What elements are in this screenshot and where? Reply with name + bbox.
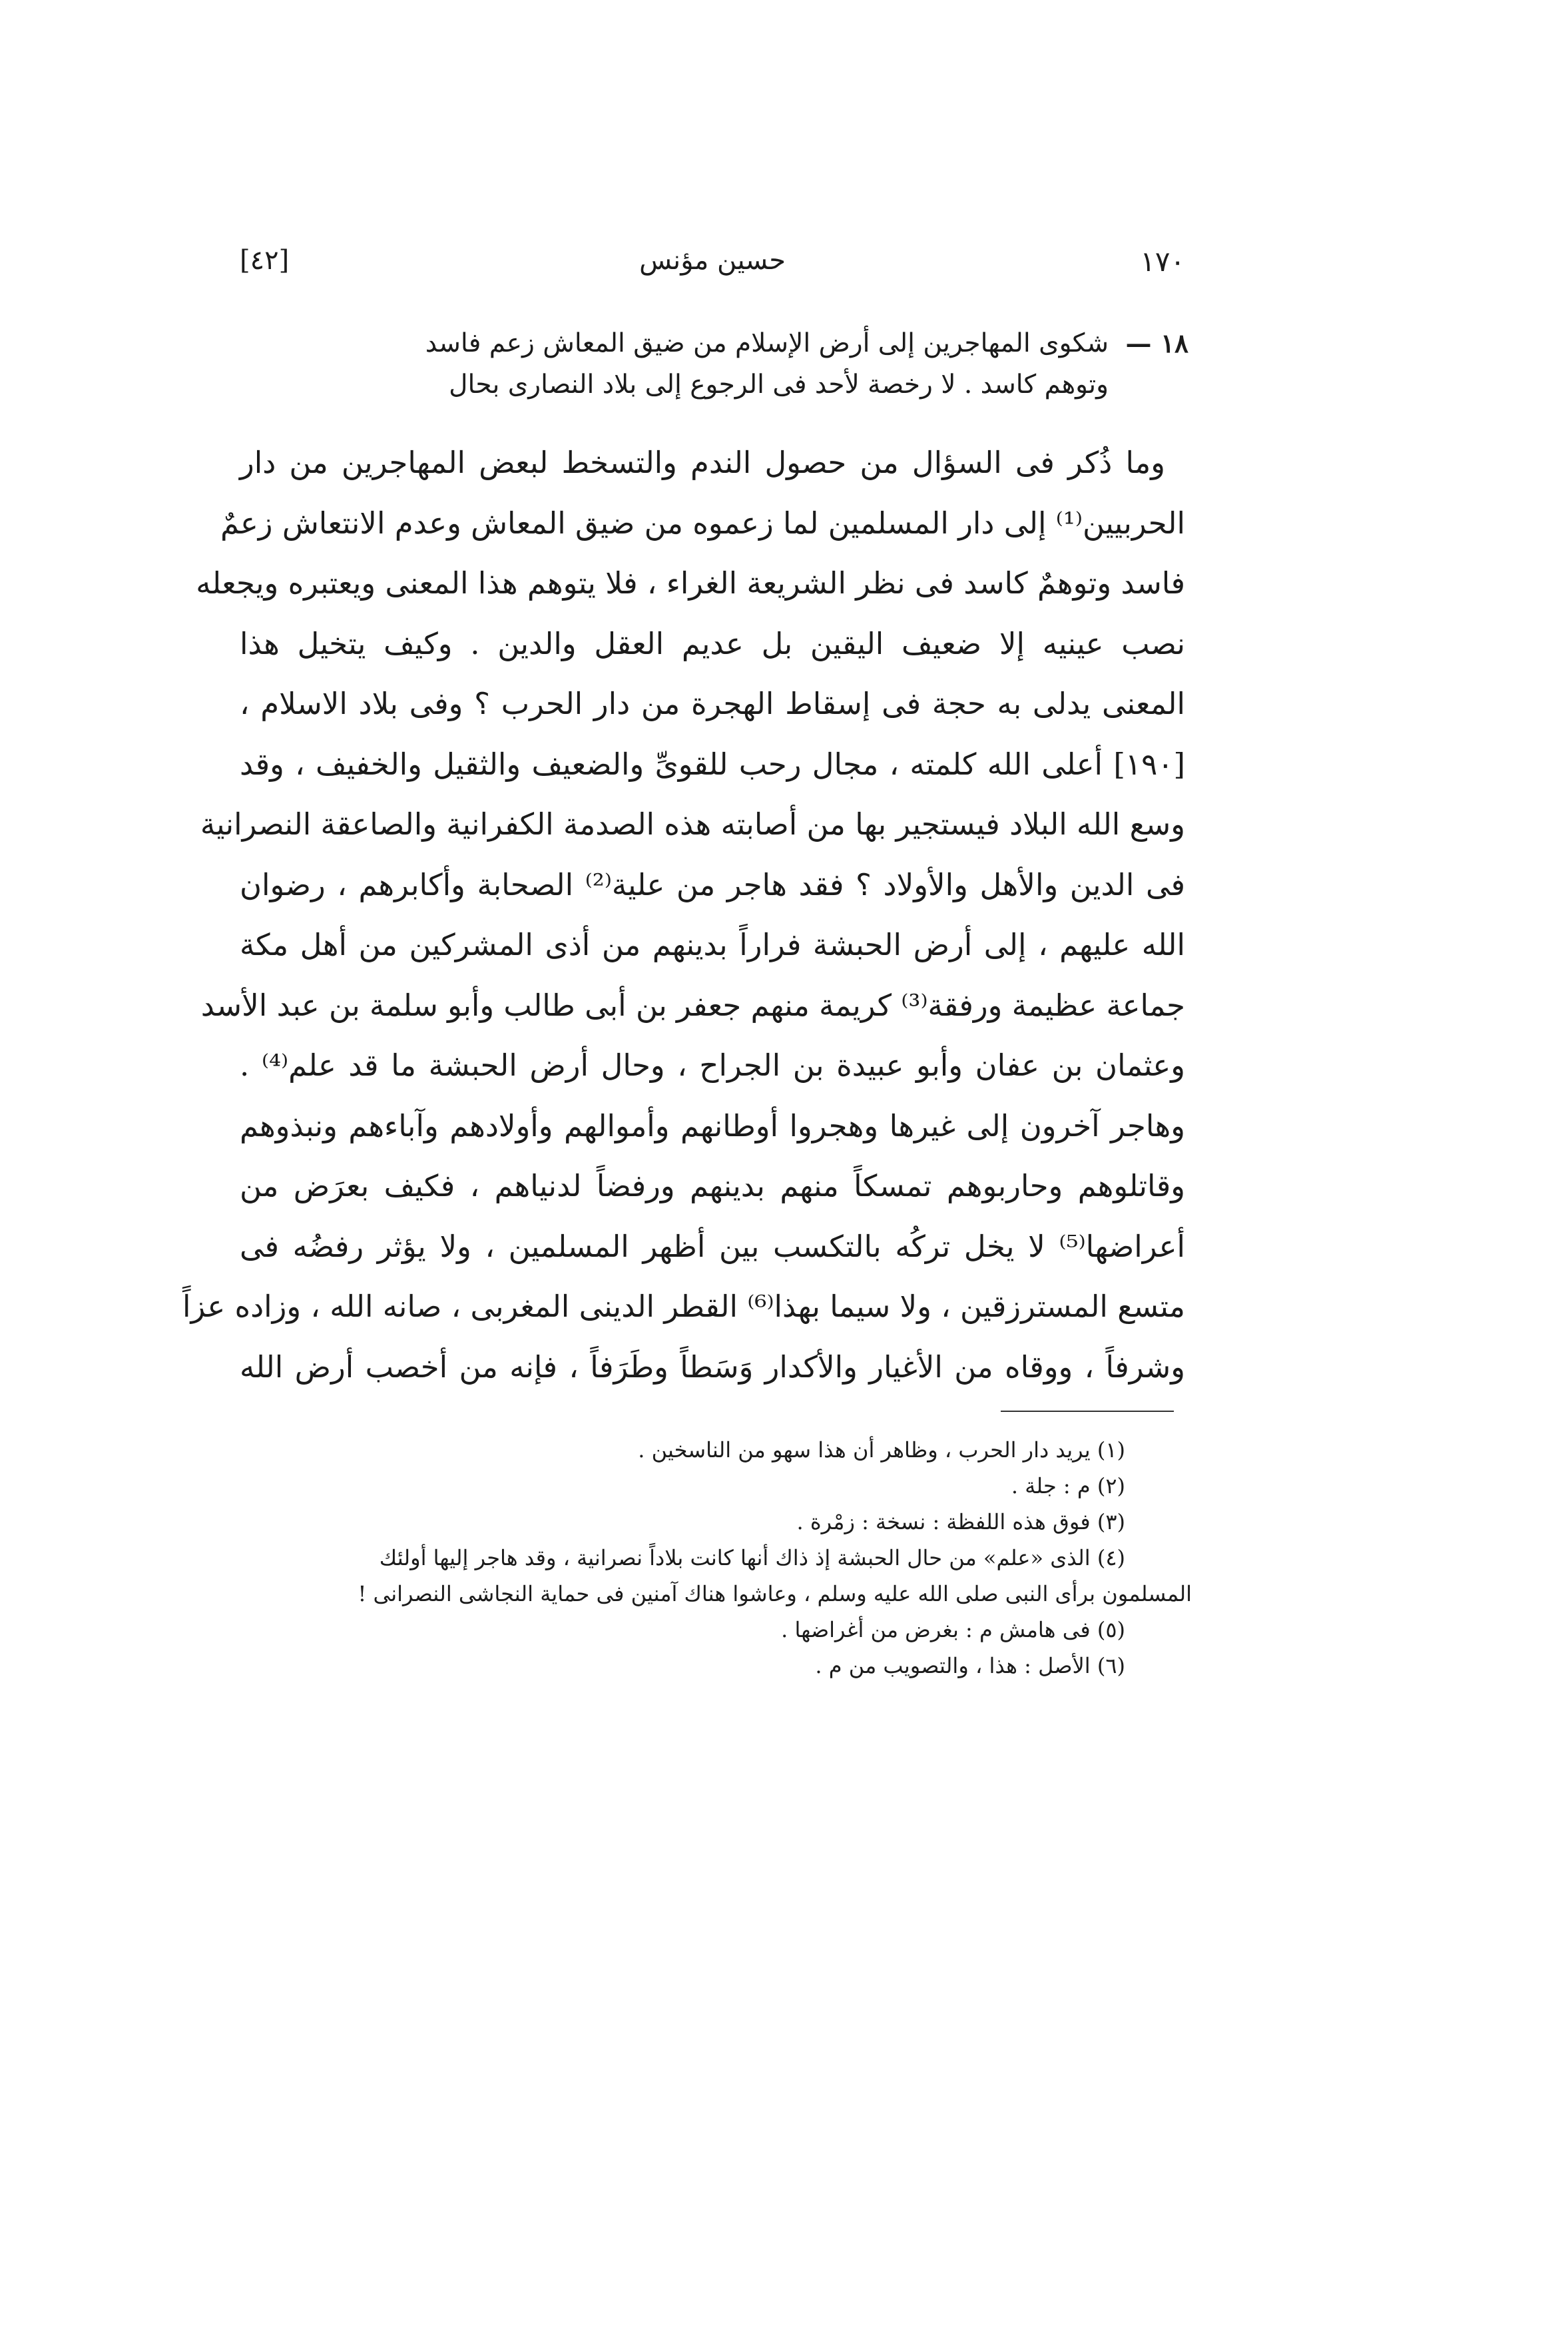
heading-line: شكوى المهاجرين إلى أرض الإسلام من ضيق المعاش زعم فاسد bbox=[425, 328, 1109, 358]
body-text bbox=[182, 433, 1186, 1397]
body-line: المعنى يدلى به حجة فى إسقاط الهجرة من دار الحرب ؟ وفى بلاد الاسلام ، bbox=[240, 686, 1185, 721]
body-line: وما ذُكر فى السؤال من حصول الندم والتسخط لبعض المهاجرين من دار bbox=[240, 445, 1165, 480]
body-line: الحربيين⁽¹⁾ إلى دار المسلمين لما زعموه من ضيق المعاش وعدم الانتعاش زعمٌ bbox=[220, 505, 1185, 541]
body-line: وعثمان بن عفان وأبو عبيدة بن الجراح ، وحال أرض الحبشة ما قد علم⁽⁴⁾ . bbox=[240, 1048, 1185, 1083]
footnotes bbox=[240, 1432, 1192, 1684]
body-line: فى الدين والأهل والأولاد ؟ فقد هاجر من علية⁽²⁾ الصحابة وأكابرهم ، رضوان bbox=[240, 866, 1186, 902]
body-line: نصب عينيه إلا ضعيف اليقين بل عديم العقل والدين . وكيف يتخيل هذا bbox=[240, 625, 1185, 661]
body-line: أعراضها⁽⁵⁾ لا يخل تركُه بالتكسب بين أظهر المسلمين ، ولا يؤثر رفضُه فى bbox=[240, 1228, 1185, 1264]
body-line: وهاجر آخرون إلى غيرها وهجروا أوطانهم وأموالهم وأولادهم وآباءهم ونبذوهم bbox=[240, 1108, 1185, 1144]
body-line: متسع المسترزقين ، ولا سيما بهذا⁽⁶⁾ القطر الدينى المغربى ، صانه الله ، وزاده عزاً bbox=[182, 1289, 1185, 1324]
section-number: ١٨ — bbox=[1125, 328, 1188, 359]
footnote-divider bbox=[1001, 1411, 1174, 1412]
running-head-author: حسين مؤنس bbox=[639, 245, 786, 276]
page-header bbox=[240, 245, 1185, 292]
footnote: (٦) الأصل : هذا ، والتصويب من م . bbox=[815, 1653, 1125, 1678]
footnote-continuation: المسلمون برأى النبى صلى الله عليه وسلم ، وعاشوا هناك آمنين فى حماية النجاشى النصرانى ! bbox=[358, 1581, 1192, 1606]
footnote: (٢) م : جلة . bbox=[1011, 1473, 1125, 1499]
body-line: وشرفاً ، ووقاه من الأغيار والأكدار وَسَطاً وطَرَفاً ، فإنه من أخصب أرض الله bbox=[240, 1349, 1185, 1385]
footnote: (٥) فى هامش م : بغرض من أغراضها . bbox=[781, 1617, 1125, 1642]
body-line: وقاتلوهم وحاربوهم تمسكاً منهم بدينهم ورفضاً لدنياهم ، فكيف بعرَض من bbox=[240, 1168, 1185, 1203]
section-heading bbox=[399, 323, 1188, 406]
manuscript-reference: [٤٢] bbox=[240, 245, 290, 276]
body-line: [١٩٠] أعلى الله كلمته ، مجال رحب للقوىِّ والضعيف والثقيل والخفيف ، وقد bbox=[240, 746, 1185, 782]
body-line: جماعة عظيمة ورفقة⁽³⁾ كريمة منهم جعفر بن أبى طالب وأبو سلمة بن عبد الأسد bbox=[200, 987, 1185, 1023]
page-number: ١٧٠ bbox=[1140, 245, 1185, 278]
body-line: فاسد وتوهمٌ كاسد فى نظر الشريعة الغراء ، فلا يتوهم هذا المعنى ويعتبره ويجعله bbox=[196, 565, 1185, 601]
footnote: (٤) الذى «علم» من حال الحبشة إذ ذاك أنها كانت بلاداً نصرانية ، وقد هاجر إليها أولئك bbox=[379, 1545, 1125, 1570]
footnote: (١) يريد دار الحرب ، وظاهر أن هذا سهو من الناسخين . bbox=[638, 1437, 1125, 1463]
heading-line: وتوهم كاسد . لا رخصة لأحد فى الرجوع إلى بلاد النصارى بحال bbox=[449, 370, 1109, 400]
body-line: الله عليهم ، إلى أرض الحبشة فراراً بدينهم من أذى المشركين من أهل مكة bbox=[240, 927, 1185, 962]
body-line: وسع الله البلاد فيستجير بها من أصابته هذه الصدمة الكفرانية والصاعقة النصرانية bbox=[200, 807, 1185, 842]
footnote: (٣) فوق هذه اللفظة : نسخة : زمْرة . bbox=[796, 1509, 1125, 1534]
